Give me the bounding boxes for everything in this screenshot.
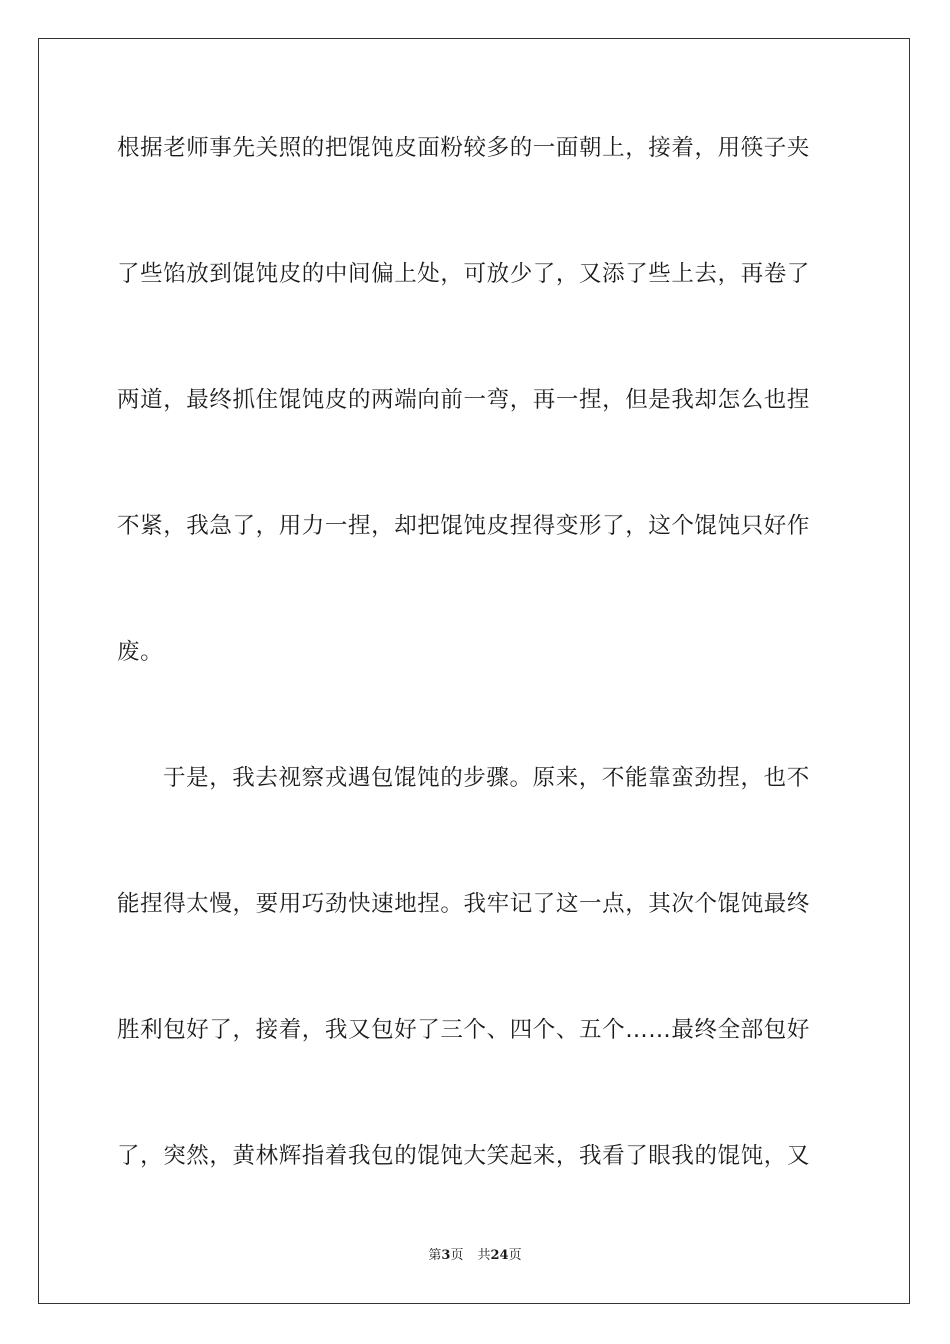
paragraph-line-1: 根据老师事先关照的把馄饨皮面粉较多的一面朝上，接着，用筷子夹 — [117, 135, 811, 161]
paragraph-line-5: 废。 — [117, 639, 164, 665]
page-footer — [0, 1247, 950, 1265]
page-number: 3 — [441, 1248, 451, 1263]
paragraph-line-2: 了些馅放到馄饨皮的中间偏上处，可放少了，又添了些上去，再卷了 — [117, 261, 811, 287]
paragraph-line-6: 于是，我去视察戎遇包馄饨的步骤。原来，不能靠蛮劲捏，也不 — [163, 765, 810, 791]
page-prefix: 第 — [428, 1248, 442, 1263]
total-prefix: 共 — [477, 1248, 491, 1263]
paragraph-line-3: 两道，最终抓住馄饨皮的两端向前一弯，再一捏，但是我却怎么也捏 — [117, 387, 811, 413]
paragraph-line-4: 不紧，我急了，用力一捏，却把馄饨皮捏得变形了，这个馄饨只好作 — [117, 513, 811, 539]
paragraph-line-9: 了，突然，黄林辉指着我包的馄饨大笑起来，我看了眼我的馄饨，又 — [117, 1143, 811, 1169]
total-pages: 24 — [490, 1248, 509, 1263]
page-border — [38, 38, 910, 1304]
total-suffix: 页 — [508, 1248, 522, 1263]
paragraph-line-8: 胜利包好了，接着，我又包好了三个、四个、五个……最终全部包好 — [117, 1017, 811, 1043]
paragraph-line-7: 能捏得太慢，要用巧劲快速地捏。我牢记了这一点，其次个馄饨最终 — [117, 891, 811, 917]
page-suffix: 页 — [450, 1248, 464, 1263]
